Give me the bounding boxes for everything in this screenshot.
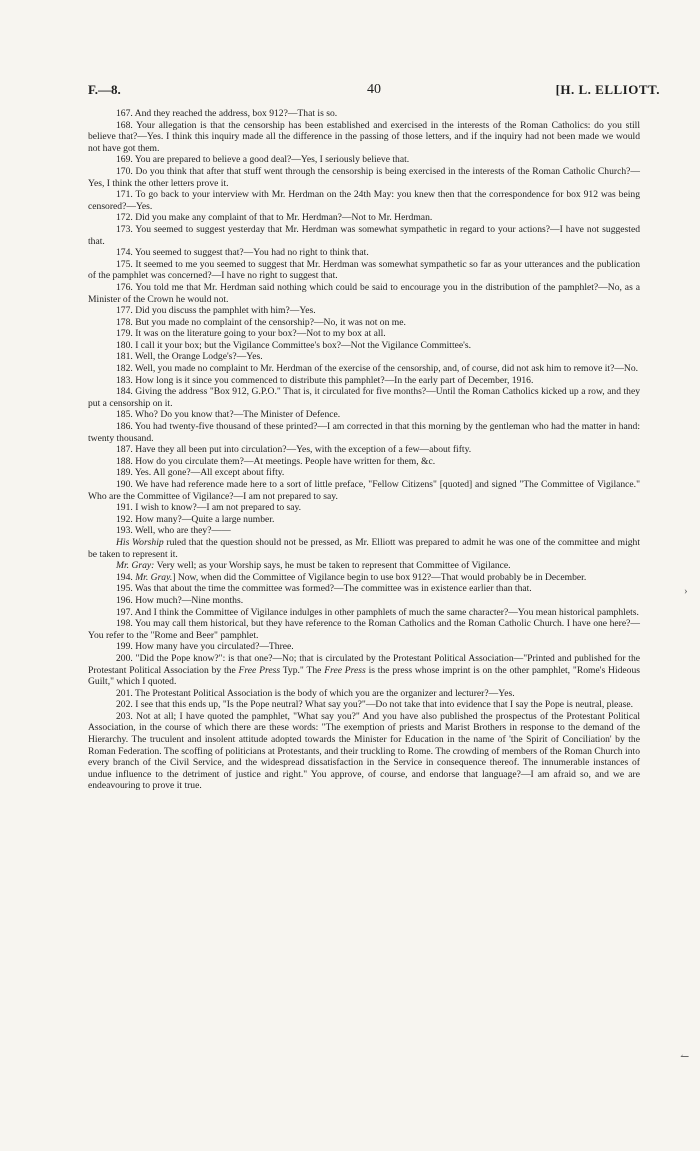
worship-ruling bbox=[88, 537, 640, 560]
question-174: 174. You seemed to suggest that?—You had no right to think that. bbox=[116, 247, 369, 259]
question-201: 201. The Protestant Political Association is the body of which you are the organizer and lecturer?—Yes. bbox=[116, 687, 515, 699]
question-188: 188. How do you circulate them?—At meetings. People have written for them, &c. bbox=[116, 455, 436, 467]
question-172: 172. Did you make any complaint of that to Mr. Herdman?—Not to Mr. Herdman. bbox=[116, 212, 433, 224]
question-193: 193. Well, who are they?—— bbox=[116, 525, 231, 537]
question-167: 167. And they reached the address, box 912?—That is so. bbox=[116, 108, 338, 119]
question-178: 178. But you made no complaint of the censorship?—No, it was not on me. bbox=[116, 316, 406, 328]
question-197: 197. And I think the Committee of Vigilance indulges in other pamphlets of much the same character?—You mean historical pamphlets. bbox=[116, 606, 639, 618]
margin-mark-icon: ↼ bbox=[680, 1051, 690, 1063]
gray-remark-text: Very well; as your Worship says, he must be taken to represent that Committee of Vigilance. bbox=[154, 560, 511, 572]
question-185: 185. Who? Do you know that?—The Minister of Defence. bbox=[116, 409, 341, 421]
question-198: 198. You may call them historical, but they have reference to the Roman Catholics and the Roman Catholic Church. I have one here?—You refer to the "Rome and Beer" pamphlet. bbox=[88, 618, 640, 641]
testimony-body bbox=[88, 108, 640, 792]
question-177: 177. Did you discuss the pamphlet with him?—Yes. bbox=[116, 305, 316, 317]
gray-remark bbox=[88, 560, 640, 572]
question-181: 181. Well, the Orange Lodge's?—Yes. bbox=[116, 351, 263, 363]
question-187: 187. Have they all been put into circulation?—Yes, with the exception of a few—about fifty. bbox=[116, 444, 472, 456]
q194-text: ] Now, when did the Committee of Vigilance begin to use box 912?—That would probably be in December. bbox=[172, 571, 587, 583]
question-189: 189. Yes. All gone?—All except about fifty. bbox=[116, 467, 285, 479]
question-199: 199. How many have you circulated?—Three. bbox=[116, 641, 294, 653]
question-191: 191. I wish to know?—I am not prepared to say. bbox=[116, 502, 302, 514]
question-168: 168. Your allegation is that the censorship has been established and exercised in the interests of the Roman Catholics: do you still believe that?—Yes. I think this inquiry made all the difference in the passing of those letters, and if the inquiry had not been made we would not have got them. bbox=[88, 119, 640, 154]
q194-prefix: 194. bbox=[116, 571, 136, 583]
question-203: 203. Not at all; I have quoted the pamphlet, "What say you?" And you have also published the prospectus of the Protestant Political Association, in the course of which there are these words: "The exemption of priests and Marist Brothers in response to the demand of the Hierarchy. The truculent and insolent attitude adopted towards the Minister for Education in the name of 'the Spirit of Conciliation' by the Roman Federation. The scoffing of politicians at Protestants, and their truckling to Rome. The crowding of members of the Roman Church into every branch of the Civil Service, and the widespread dissatisfaction in the Service in consequence thereof. The innumerable instances of undue influence to the detriment of justice and right." You approve, of course, and endorse that language?—I am afraid so, and we are endeavouring to prove it true. bbox=[88, 710, 640, 792]
q200-part-b: Typ." The bbox=[280, 664, 325, 676]
worship-label: His Worship bbox=[116, 536, 164, 548]
question-192: 192. How many?—Quite a large number. bbox=[116, 513, 275, 525]
q200-part-c: is the press whose imprint is on the other pamphlet, "Rome's Hideous Guilt," which I quoted. bbox=[88, 664, 640, 688]
worship-ruling-text: ruled that the question should not be pressed, as Mr. Elliott was prepared to admit he was one of the committee and might be taken to represent it. bbox=[88, 536, 640, 560]
question-169: 169. You are prepared to believe a good deal?—Yes, I seriously believe that. bbox=[116, 154, 410, 166]
question-183: 183. How long is it since you commenced to distribute this pamphlet?—In the early part of December, 1916. bbox=[116, 374, 534, 386]
question-179: 179. It was on the literature going to your box?—Not to my box at all. bbox=[116, 328, 386, 340]
question-170: 170. Do you think that after that stuff went through the censorship is being exercised in the interests of the Roman Catholic Church?—Yes, I think the other letters prove it. bbox=[88, 165, 640, 189]
question-195: 195. Was that about the time the committee was formed?—The committee was in existence earlier than that. bbox=[116, 583, 532, 595]
question-196: 196. How much?—Nine months. bbox=[116, 594, 244, 606]
question-200 bbox=[88, 653, 640, 688]
page-number: 40 bbox=[367, 82, 381, 97]
question-173: 173. You seemed to suggest yesterday that Mr. Herdman was somewhat sympathetic in regard to your actions?—I have not suggested that. bbox=[88, 223, 640, 247]
page-header bbox=[88, 82, 660, 100]
gray-speaker: Mr. Gray: bbox=[116, 560, 155, 572]
free-press-name: Free Press bbox=[238, 664, 281, 676]
question-184: 184. Giving the address "Box 912, G.P.O." That is, it circulated for five months?—Until the Roman Catholics kicked up a row, and they put a censorship on it. bbox=[88, 386, 640, 409]
question-176: 176. You told me that Mr. Herdman said nothing which could be said to encourage you in the distribution of the pamphlet?—No, as a Minister of the Crown he would not. bbox=[88, 281, 640, 305]
question-171: 171. To go back to your interview with Mr. Herdman on the 24th May: you knew then that the correspondence for box 912 was being censored?—Yes. bbox=[88, 189, 640, 212]
witness-name: [H. L. ELLIOTT. bbox=[555, 82, 660, 97]
q200-part-a: 200. "Did the Pope know?": is that one?—No; that is circulated by the Protestant Political Association—"Printed and published for the Protestant Political Association by the bbox=[88, 652, 640, 676]
question-182: 182. Well, you made no complaint to Mr. Herdman of the exercise of the censorship, and, of course, did not ask him to remove it?—No. bbox=[116, 363, 639, 375]
question-194 bbox=[88, 572, 640, 584]
document-code: F.—8. bbox=[88, 82, 121, 97]
margin-mark-icon: › bbox=[684, 585, 688, 597]
question-186: 186. You had twenty-five thousand of these printed?—I am corrected in that this morning by the gentleman who had the matter in hand: twenty thousand. bbox=[88, 421, 640, 444]
question-175: 175. It seemed to me you seemed to suggest that Mr. Herdman was somewhat sympathetic so far as your utterances and the publication of the pamphlet was concerned?—I have no right to suggest that. bbox=[88, 258, 640, 282]
question-202: 202. I see that this ends up, "Is the Pope neutral? What say you?"—Do not take that into evidence that I say the Pope is neutral, please. bbox=[116, 699, 634, 711]
free-press-name: Free Press bbox=[324, 664, 366, 676]
q194-speaker: Mr. Gray. bbox=[135, 571, 173, 583]
question-190: 190. We have had reference made here to a sort of little preface, "Fellow Citizens" [quoted] and signed "The Committee of Vigilance." Who are the Committee of Vigilance?—I am not prepared to say. bbox=[88, 479, 640, 502]
question-180: 180. I call it your box; but the Vigilance Committee's box?—Not the Vigilance Committee's. bbox=[116, 339, 471, 351]
